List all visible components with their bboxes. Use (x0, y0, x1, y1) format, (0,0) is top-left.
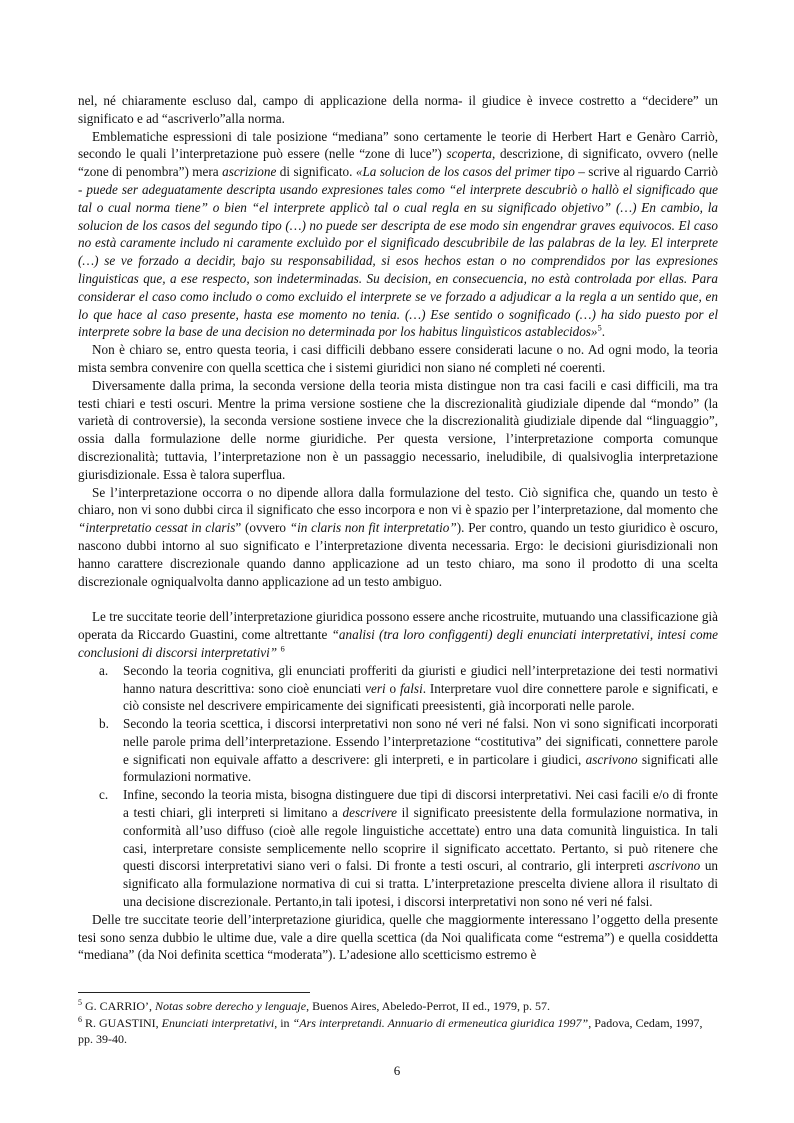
list-item: c. Infine, secondo la teoria mista, bisogna distinguere due tipi di discorsi interpretativi. Nei casi facili e/o di fronte a testi chiari, gli interpreti si limitano a descrivere il significato preesistente della formulazione normativa, in conformità all’uso diffuso (cioè alle regole linguistiche accettate) entro una data comunità linguistica. In tali casi, interpretare consiste semplicemente nello scoprire il significato accettato. Pertanto, si può ritenere che questi discorsi interpretativi siano veri o falsi. Di fronte a testi oscuri, al contrario, gli interpreti ascrivono un significato alla formulazione normativa di cui si tratta. L’interpretazione prescelta diviene allora il risultato di una decisione discrezionale. Pertanto,in tali ipotesi, i discorsi interpretativi non sono né veri né falsi. (99, 787, 719, 910)
list-item: b. Secondo la teoria scettica, i discorsi interpretativi non sono né veri né falsi. Non vi sono significati incorporati nelle parole prima dell’interpretazione. Essendo l’interpretazione “costitutiva” dei significati, connettere parole e significati non equivale affatto a descrivere: gli interpreti, e in particolare i giudici, ascrivono significati alle formulazioni normative. (99, 716, 718, 785)
theories-list (78, 662, 718, 911)
footnotes (78, 998, 718, 1048)
footnote-divider (78, 992, 310, 993)
footnote-ref-6[interactable]: 6 (280, 643, 285, 654)
page-number: 6 (393, 1063, 401, 1078)
list-marker: a. (99, 662, 109, 678)
paragraph-1: nel, né chiaramente escluso dal, campo di applicazione della norma- il giudice è invece costretto a “decidere” un significato e ad “ascriverlo”alla norma. (78, 93, 718, 126)
list-marker: b. (99, 716, 109, 732)
paragraph-testi-chiari: Se l’interpretazione occorra o no dipende allora dalla formulazione del testo. Ciò significa che, quando un testo è chiaro, non vi sono dubbi circa il significato che esso incorpora e non vi è spazio per l’interpretazione, dal momento che “interpretatio cessat in claris” (ovvero “in claris non fit interpretatio”). Per contro, quando un testo giuridico è oscuro, nascono dubbi intorno al suo significato e l’interpretazione diventa necessaria. Ergo: le decisioni giurisdizionali non hanno carattere discrezionale quando danno applicazione ad un testo chiaro, ma sono il prodotto di una scelta discrezionale ogniqualvolta danno applicazione ad un testo ambiguo. (78, 484, 718, 589)
paragraph-conclusione: Delle tre succitate teorie dell’interpretazione giuridica, quelle che maggiormente interessano l’oggetto della presente tesi sono senza dubbio le ultime due, vale a dire quella scettica (da Noi qualificata come “estrema”) e quella cosiddetta “mediana” (da Noi definita scettica “moderata”). L’adesione allo scetticismo estremo è (78, 911, 718, 963)
list-item: a. Secondo la teoria cognitiva, gli enunciati profferiti da giuristi e giudici nell’interpretazione dei testi normativi hanno natura descrittiva: sono cioè enunciati veri o falsi. Interpretare vuol dire connettere parole e significati, e ciò consiste nel descrivere empiricamente dei significati preesistenti, già incorporati nelle parole. (99, 662, 718, 714)
footnote-5: $^5$ G. CARRIO’, Notas sobre derecho y lenguaje, Buenos Aires, Abeledo-Perrot, II ed., 1979, p. 57. (78, 998, 551, 1013)
paragraph-gap (78, 590, 718, 608)
paragraph-seconda-versione: Diversamente dalla prima, la seconda versione della teoria mista distingue non tra casi facili e casi difficili, ma tra testi chiari e testi oscuri. Mentre la prima versione sostiene che la discrezionalità giudiziale dipende dal “mondo” (la varietà di controversie), la seconda versione sostiene invece che la discrezionalità giudiziale dipende dal “linguaggio”, ossia dalla formulazione delle norme giuridiche. Per questa versione, l’interpretazione comporta comunque discrezionalità; tuttavia, l’interpretazione non è un passaggio necessario, ineludibile, di qualsivoglia interpretazione giurisdizionale. Essa è talora superflua. (78, 377, 718, 482)
list-marker: c. (99, 787, 109, 803)
paragraph-carrio-hart: Emblematiche espressioni di tale posizione “mediana” sono certamente le teorie di Herbert Hart e Genàro Carriò, secondo le quali l’interpretazione può essere (nelle “zone di luce”) scoperta, descrizione, di significato, ovvero (nelle “zone di penombra”) mera ascrizione di significato. «La solucion de los casos del primer tipo – scrive al riguardo Carriò - puede ser adeguatamente descripta usando expresiones tales como “el interprete descubriò o hallò el significado que tal o cual norma tiene” o bien “el interprete applicò tal o cual regla en su significado objetivo” (…) En cambio, la solucion de los casos del segundo tipo (…) no puede ser descripta de ese modo sin engendrar graves equivocos. El caso no està caramente includo ni caramente excluìdo por el significado descubribile de las palabras de la ley. El interprete (…) se ve forzado a decidir, bajo su responsabilidad, si esos hechos estan o no comprendidos por las expresiones linguisticas que, a ese respecto, son indeterminadas. Su decision, en consecuencia, no està controlada por ellas. Para considerar el caso como includo o como excluido el interprete se ve forzado a adjudicar a la regla a un sentido que, en lo que hace al caso presente, hasta ese momento no tenia. (…) Ese sentido o sognificado (…) ha sido puesto por el interprete sobre la base de una decision no determinada por los habitus linguìsticos astablecidos»$^5$. (78, 128, 718, 340)
body-text (78, 92, 718, 964)
paragraph-lacune: Non è chiaro se, entro questa teoria, i casi difficili debbano essere considerati lacune o no. Ad ogni modo, la teoria mista sembra convenire con quella scettica che i sistemi giuridici non siano né completi né coerenti. (78, 342, 718, 375)
footnote-ref-5[interactable]: 5 (597, 322, 602, 333)
footnote-6: $^6$ R. GUASTINI, Enunciati interpretativi, in “Ars interpretandi. Annuario di ermeneutica giuridica 1997”, Padova, Cedam, 1997, pp. 39-40. (78, 1014, 703, 1046)
paragraph-guastini: Le tre succitate teorie dell’interpretazione giuridica possono essere anche ricostruite, mutuando una classificazione già operata da Riccardo Guastini, come altrettante “analisi (tra loro configgenti) degli enunciati interpretativi, intesi come conclusioni di discorsi interpretativi” $^6$ (78, 609, 719, 660)
